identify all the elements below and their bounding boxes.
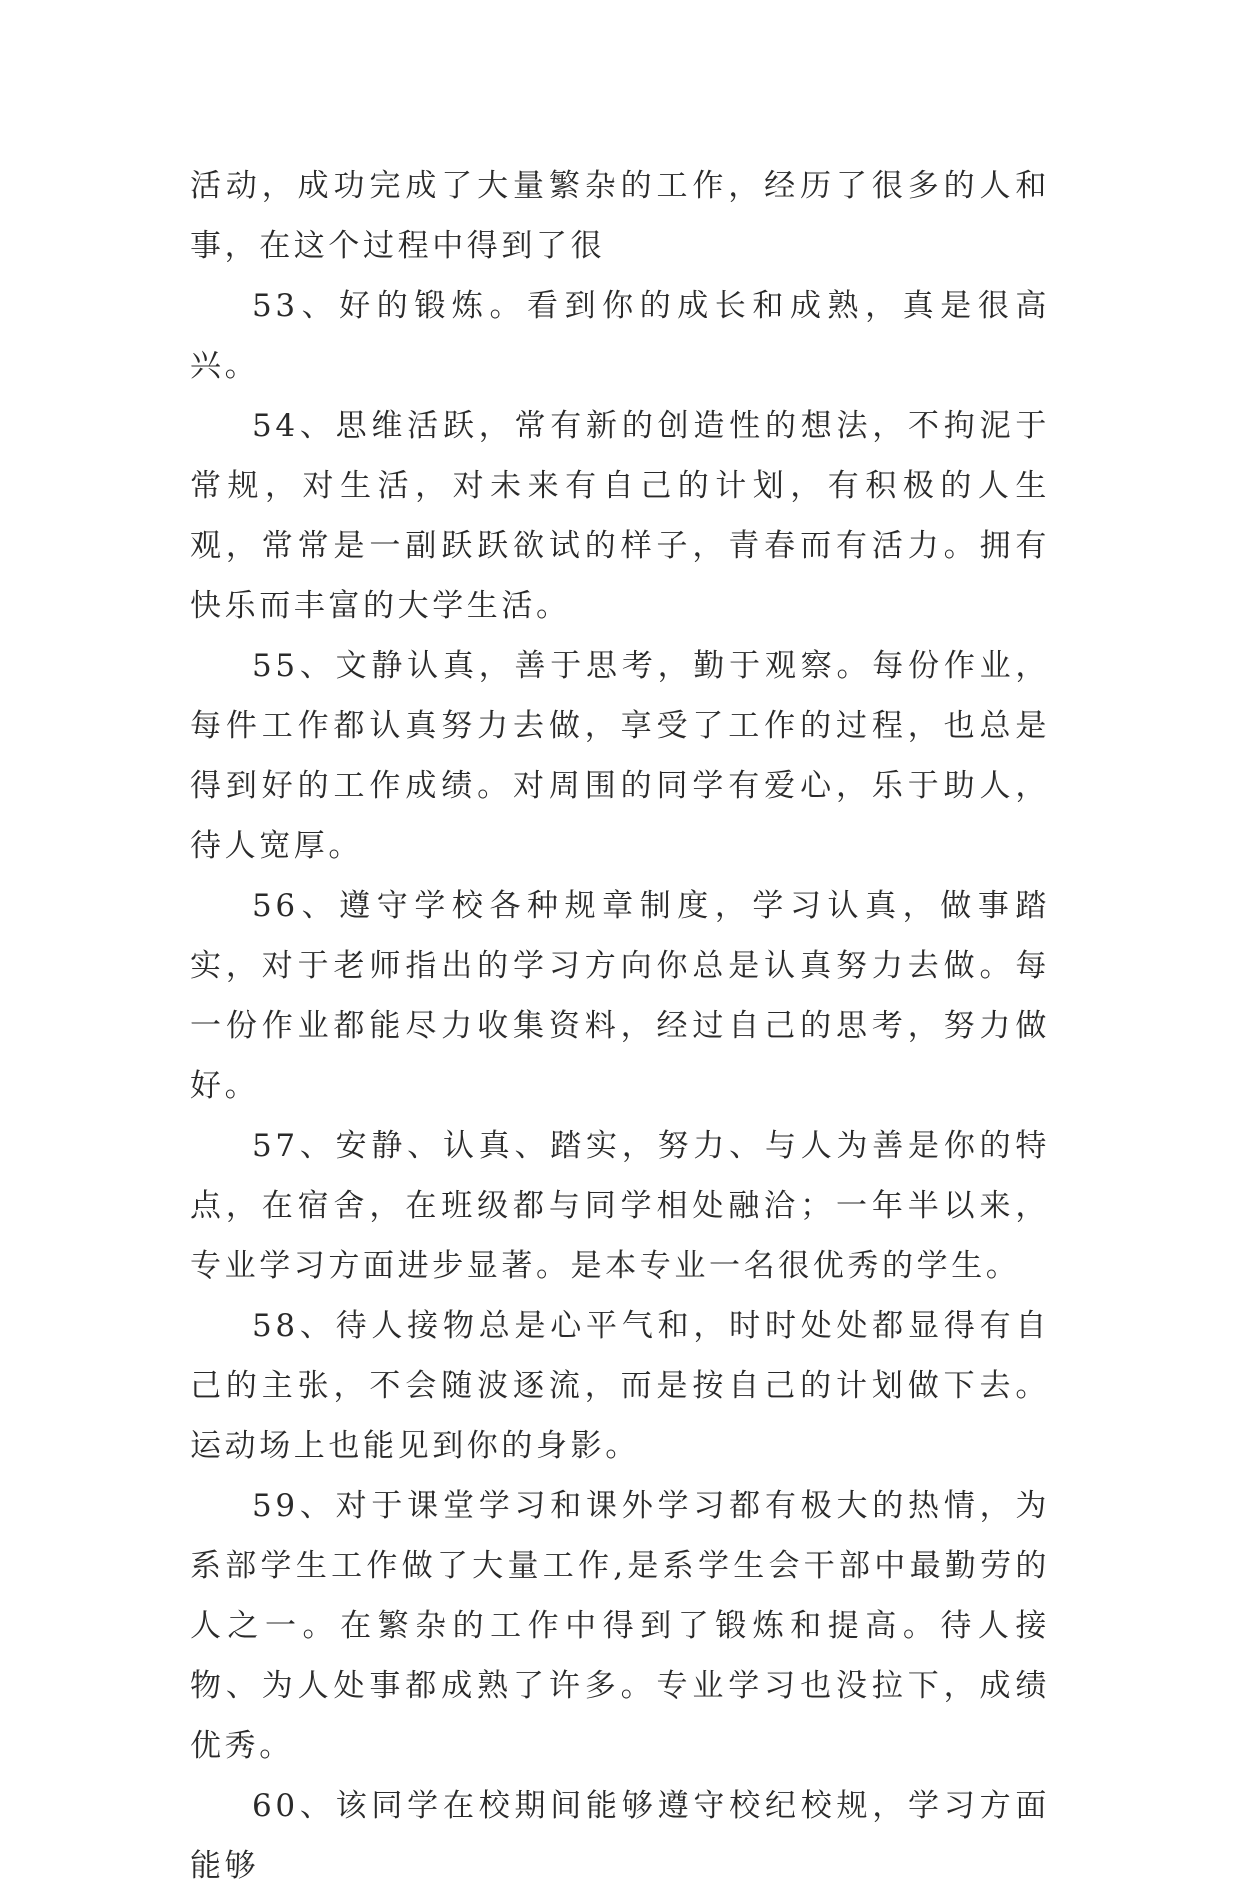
paragraph-item-58: 58、待人接物总是心平气和，时时处处都显得有自己的主张，不会随波逐流，而是按自己的计划做下去。运动场上也能见到你的身影。 xyxy=(190,1308,1050,1464)
paragraph-item-59: 59、对于课堂学习和课外学习都有极大的热情，为系部学生工作做了大量工作,是系学生会干部中最勤劳的人之一。在繁杂的工作中得到了锻炼和提高。待人接物、为人处事都成熟了许多。专业学习也没拉下，成绩优秀。 xyxy=(190,1488,1050,1764)
paragraph-item-54: 54、思维活跃，常有新的创造性的想法，不拘泥于常规，对生活，对未来有自己的计划，有积极的人生观，常常是一副跃跃欲试的样子，青春而有活力。拥有快乐而丰富的大学生活。 xyxy=(190,408,1050,624)
paragraph-item-55: 55、文静认真，善于思考，勤于观察。每份作业，每件工作都认真努力去做，享受了工作的过程，也总是得到好的工作成绩。对周围的同学有爱心，乐于助人，待人宽厚。 xyxy=(190,648,1050,864)
paragraph-item-53: 53、好的锻炼。看到你的成长和成熟，真是很高兴。 xyxy=(190,288,1050,384)
paragraph-item-57: 57、安静、认真、踏实，努力、与人为善是你的特点，在宿舍，在班级都与同学相处融洽；一年半以来，专业学习方面进步显著。是本专业一名很优秀的学生。 xyxy=(190,1128,1050,1284)
paragraph-continuation: 活动，成功完成了大量繁杂的工作，经历了很多的人和事，在这个过程中得到了很 xyxy=(190,168,1050,264)
paragraph-item-60: 60、该同学在校期间能够遵守校纪校规，学习方面能够 xyxy=(190,1788,1050,1884)
paragraph-item-56: 56、遵守学校各种规章制度，学习认真，做事踏实，对于老师指出的学习方向你总是认真努力去做。每一份作业都能尽力收集资料，经过自己的思考，努力做好。 xyxy=(190,888,1050,1104)
document-body xyxy=(190,156,1050,1896)
